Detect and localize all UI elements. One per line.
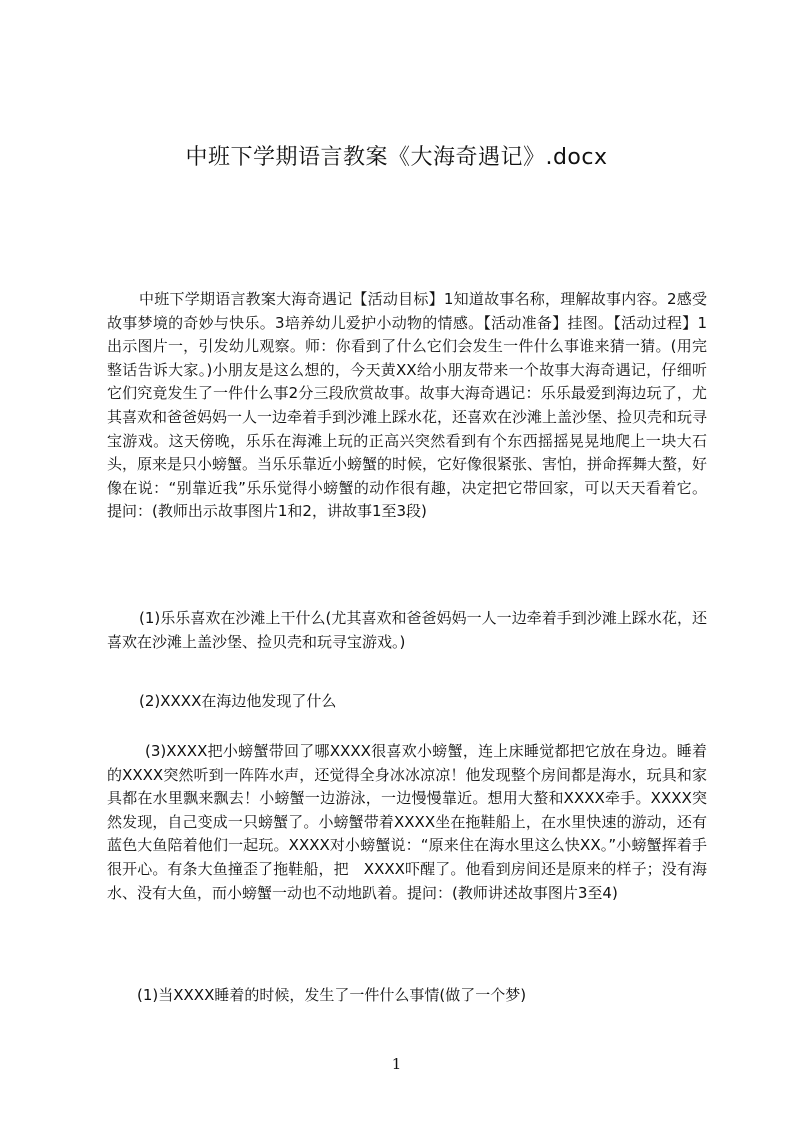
- paragraph-intro: 中班下学期语言教案大海奇遇记【活动目标】1知道故事名称，理解故事内容。2感受故事梦境的奇妙与快乐。3培养幼儿爱护小动物的情感。【活动准备】挂图。【活动过程】1出示图片一，引发幼儿观察。师：你看到了什么它们会发生一件什么事谁来猜一猜。(用完整话告诉大家。)小朋友是这么想的，今天黄XX给小朋友带来一个故事大海奇遇记，仔细听它们究竟发生了一件什么事2分三段欣赏故事。故事大海奇遇记：乐乐最爱到海边玩了，尤其喜欢和爸爸妈妈一人一边牵着手到沙滩上踩水花，还喜欢在沙滩上盖沙堡、捡贝壳和玩寻宝游戏。这天傍晚，乐乐在海滩上玩的正高兴突然看到有个东西摇摇晃晃地爬上一块大石头，原来是只小螃蟹。当乐乐靠近小螃蟹的时候，它好像很紧张、害怕，拼命挥舞大螯，好像在说：“别靠近我”乐乐觉得小螃蟹的动作很有趣，决定把它带回家，可以天天看着它。提问：(教师出示故事图片1和2，讲故事1至3段): [107, 290, 708, 521]
- page-number: 1: [391, 1055, 402, 1073]
- paragraph-question-dream: (1)当XXXX睡着的时候，发生了一件什么事情(做了一个梦): [137, 986, 527, 1004]
- paragraph-story-part-3: (3)XXXX把小螃蟹带回了哪XXXX很喜欢小螃蟹，连上床睡觉都把它放在身边。睡着的XXXX突然听到一阵阵水声，还觉得全身冰冰凉凉！他发现整个房间都是海水，玩具和家具都在水里飘来飘去！小螃蟹一边游泳，一边慢慢靠近。想用大螯和XXXX牵手。XXXX突然发现，自己变成一只螃蟹了。小螃蟹带着XXXX坐在拖鞋船上，在水里快速的游动，还有蓝色大鱼陪着他们一起玩。XXXX对小螃蟹说：“原来住在海水里这么快XX。”小螃蟹挥着手很开心。有条大鱼撞歪了拖鞋船，把 XXXX吓醒了。他看到房间还是原来的样子；没有海水、没有大鱼，而小螃蟹一动也不动地趴着。提问：(教师讲述故事图片3至4): [107, 742, 707, 902]
- paragraph-question-2: (2)XXXX在海边他发现了什么: [139, 692, 337, 710]
- document-title: 中班下学期语言教案《大海奇遇记》.docx: [185, 145, 608, 170]
- paragraph-question-1: (1)乐乐喜欢在沙滩上干什么(尤其喜欢和爸爸妈妈一人一边牵着手到沙滩上踩水花，还喜欢在沙滩上盖沙堡、捡贝壳和玩寻宝游戏。): [107, 609, 707, 651]
